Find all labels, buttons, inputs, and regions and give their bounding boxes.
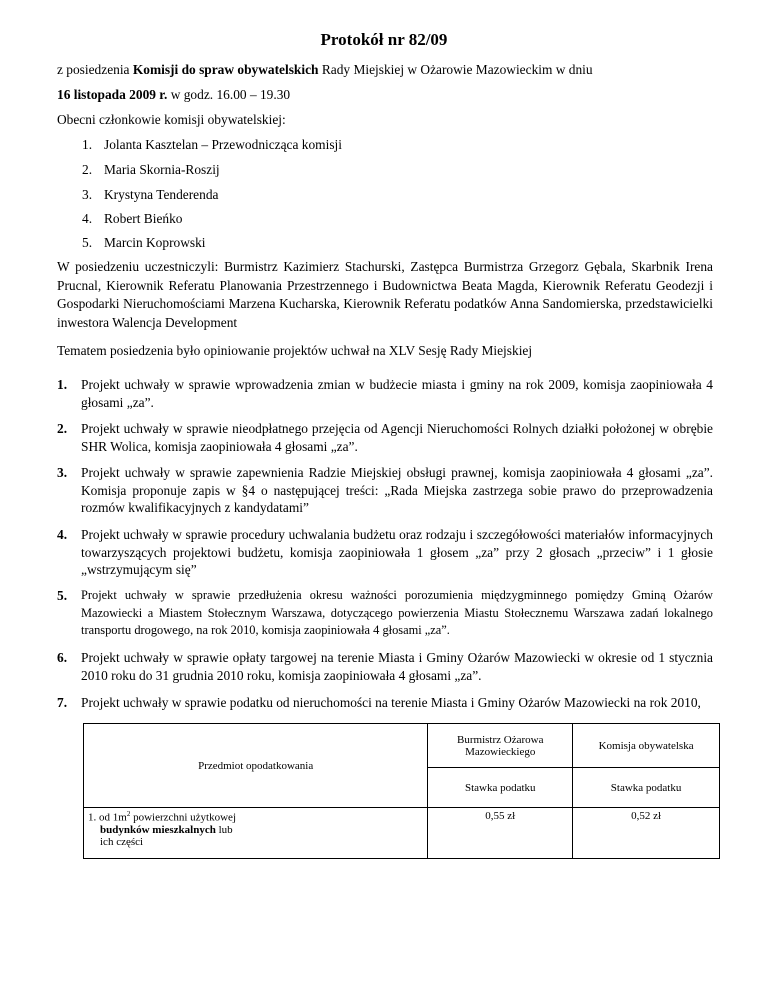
meeting-time: w godz. 16.00 – 19.30 [167, 87, 291, 102]
table-cell-committee-rate: 0,52 zł [573, 808, 720, 859]
list-item: 3. Projekt uchwały w sprawie zapewnienia Radzie Miejskiej obsługi prawnej, komisja zaopiniowała 4 głosami „za”. Komisja proponuje zapis w §4 o następującej treści: „Rada Miejska zastrzega sobie prawo do przeprowadzenia rozmów kwalifikacyjnych z kandydatami” [57, 465, 713, 515]
tax-rate-table [83, 723, 720, 859]
list-item: 7. Projekt uchwały w sprawie podatku od nieruchomości na terenie Miasta i Gminy Ożarów Mazowiecki na rok 2010, [57, 695, 701, 710]
table-rate-label-committee: Stawka podatku [573, 768, 720, 808]
member-item: 5. Marcin Koprowski [82, 235, 206, 250]
table-header-committee: Komisja obywatelska [573, 724, 720, 768]
member-item: 4. Robert Bieńko [82, 211, 183, 226]
table-header-subject: Przedmiot opodatkowania [84, 724, 428, 808]
member-item: 1. Jolanta Kasztelan – Przewodnicząca komisji [82, 137, 342, 152]
list-item: 4. Projekt uchwały w sprawie procedury uchwalania budżetu oraz rodzaju i szczegółowości materiałów informacyjnych towarzyszących projektowi budżetu, komisja zaopiniowała 1 głosem „za” przy 2 głosach „przeciw” i 1 głosie „wstrzymującym się” [57, 527, 713, 577]
list-item: 1. Projekt uchwały w sprawie wprowadzenia zmian w budżecie miasta i gminy na rok 2009, komisja zaopiniowała 4 głosami „za”. [57, 377, 713, 410]
participants-paragraph: W posiedzeniu uczestniczyli: Burmistrz Kazimierz Stachurski, Zastępca Burmistrza Grzegorz Gębala, Skarbnik Irena Prucnal, Kierownik Referatu Planowania Przestrzennego i Budownictwa Beata Magda, Kierownik Referatu Geodezji i Gospodarki Nieruchomościami Marzena Kucharska, Kierownik Referatu podatków Anna Sandomierska, przedstawicielki inwestora Walencja Development [57, 259, 713, 330]
meeting-date: 16 listopada 2009 r. [57, 87, 168, 102]
member-item: 3. Krystyna Tenderenda [82, 187, 219, 202]
page-title: Protokół nr 82/09 [320, 30, 448, 49]
intro-prefix: z posiedzenia [57, 62, 133, 77]
intro-suffix: Rady Miejskiej w Ożarowie Mazowieckim w dniu [318, 62, 593, 77]
members-heading: Obecni członkowie komisji obywatelskiej: [57, 112, 286, 127]
topic-paragraph: Tematem posiedzenia było opiniowanie projektów uchwał na XLV Sesję Rady Miejskiej [57, 343, 533, 358]
list-item: 6. Projekt uchwały w sprawie opłaty targowej na terenie Miasta i Gminy Ożarów Mazowiecki w okresie od 1 stycznia 2010 roku do 31 grudnia 2010 roku, komisja zaopiniowała 4 głosami „za”. [57, 650, 713, 683]
table-rate-label-mayor: Stawka podatku [428, 768, 573, 808]
table-cell-mayor-rate: 0,55 zł [428, 808, 573, 859]
table-row-subject: 1. od $1m^2$ powierzchni użytkowej budynków mieszkalnych lub ich części [84, 808, 428, 859]
list-item: 2. Projekt uchwały w sprawie nieodpłatnego przejęcia od Agencji Nieruchomości Rolnych działki położonej w obrębie SHR Wolica, komisja zaopiniowała 4 głosami „za”. [57, 421, 713, 454]
committee-name: Komisji do spraw obywatelskich [132, 62, 319, 77]
table-header-mayor: Burmistrz Ożarowa Mazowieckiego [428, 724, 573, 768]
intro-line [57, 62, 593, 78]
list-item: 5. Projekt uchwały w sprawie przedłużenia okresu ważności porozumienia międzygminnego pomiędzy Gminą Ożarów Mazowiecki a Miastem Stołecznym Warszawa, dotyczącego powierzenia Miastu Stołecznemu Warszawa zadań lokalnego transportu drogowego, na rok 2010, komisja zaopiniowała 4 głosami „za”. [57, 588, 713, 637]
member-item: 2. Maria Skornia-Roszij [82, 162, 220, 177]
date-line [57, 87, 290, 103]
